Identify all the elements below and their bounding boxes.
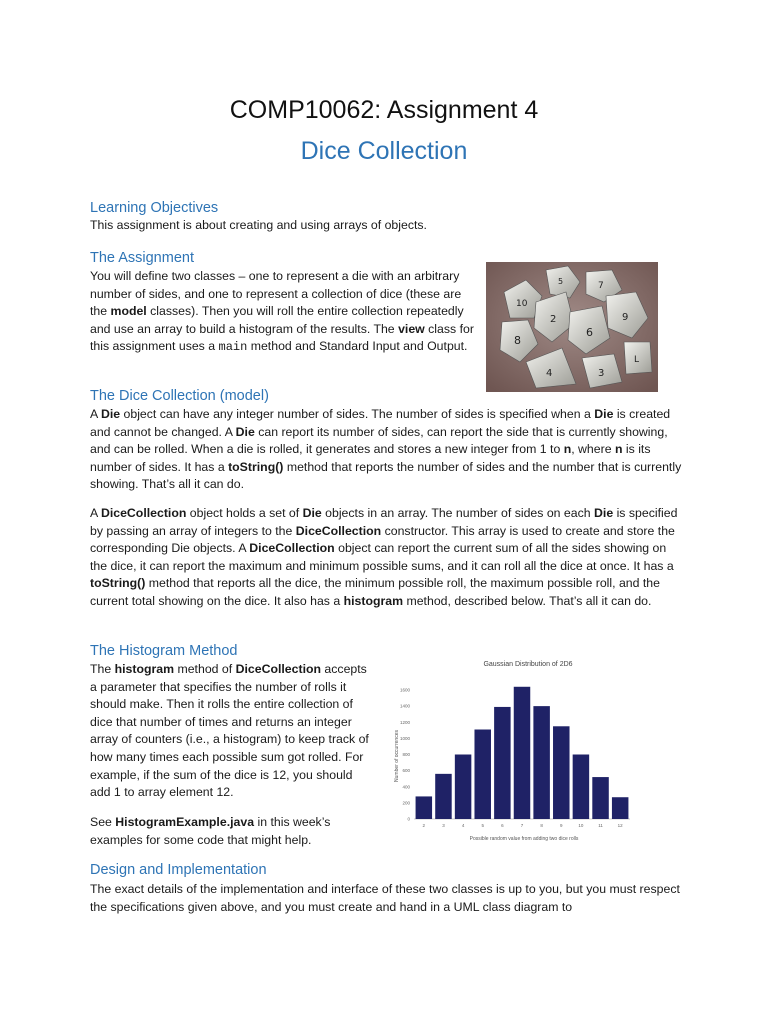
chart-x-tick: 10 xyxy=(578,823,584,828)
chart-bar-5 xyxy=(474,730,490,819)
chart-y-tick: 0 xyxy=(407,816,410,822)
chart-bar-6 xyxy=(494,707,510,819)
heading-the-assignment: The Assignment xyxy=(90,250,194,266)
svg-text:7: 7 xyxy=(598,281,604,291)
chart-ylabel: Number of occurrences xyxy=(394,730,400,782)
histogram-example-note: See HistogramExample.java in this week’s examples for some code that might help. xyxy=(90,815,331,847)
chart-title: Gaussian Distribution of 2D6 xyxy=(483,661,573,668)
page-title: COMP10062: Assignment 4 xyxy=(229,96,539,124)
chart-x-tick: 12 xyxy=(617,823,623,828)
chart-x-tick: 8 xyxy=(540,823,543,828)
heading-design-implementation: Design and Implementation xyxy=(90,862,267,878)
chart-bar-8 xyxy=(533,706,549,819)
chart-bar-4 xyxy=(455,755,471,820)
objectives-text: This assignment is about creating and using arrays of objects. xyxy=(90,218,427,232)
dice-photo xyxy=(486,262,658,392)
chart-y-tick: 400 xyxy=(402,784,410,790)
heading-dice-collection-model: The Dice Collection (model) xyxy=(90,388,269,404)
svg-text:9: 9 xyxy=(622,312,629,323)
die-description: A Die object can have any integer number of sides. The number of sides is specified when a Die is created and cannot be changed. A Die can report its number of sides, can report the side that is currently showing, and can be rolled. When a die is rolled, it generates and stores a new integer from 1 to n, where n is its number of sides. It has a toString() method that reports the number of sides and the number that is currently showing. That’s all it can do. xyxy=(90,407,682,492)
chart-x-tick: 9 xyxy=(560,823,563,828)
svg-text:4: 4 xyxy=(546,368,553,379)
histogram-chart xyxy=(376,652,658,844)
chart-bar-10 xyxy=(573,755,589,820)
svg-text:3: 3 xyxy=(598,368,605,379)
chart-x-tick: 3 xyxy=(442,823,445,828)
chart-x-tick: 6 xyxy=(501,823,504,828)
svg-text:L: L xyxy=(634,355,640,365)
chart-bar-7 xyxy=(514,687,530,819)
heading-learning-objectives: Learning Objectives xyxy=(90,200,219,216)
design-text: The exact details of the implementation and interface of these two classes is up to you, but you must respect the specifications given above, and you must create and hand in a UML class diagram to xyxy=(90,882,680,914)
assignment-text: You will define two classes – one to represent a die with an arbitrary number of sides, and one to represent a collection of dice (these are the model classes). Then you will roll the entire collection repeatedly and use an array to build a histogram of the results. The view class for this assignment uses a main method and Standard Input and Output. xyxy=(90,269,474,355)
svg-text:8: 8 xyxy=(514,334,521,347)
chart-bar-2 xyxy=(416,796,432,819)
chart-x-tick: 2 xyxy=(422,823,426,828)
page-subtitle: Dice Collection xyxy=(300,137,468,165)
svg-text:6: 6 xyxy=(586,326,593,339)
chart-x-tick: 5 xyxy=(481,823,484,828)
chart-y-tick: 800 xyxy=(402,752,410,757)
svg-text:10: 10 xyxy=(516,299,528,309)
chart-bar-9 xyxy=(553,726,569,819)
histogram-description: The histogram method of DiceCollection accepts a parameter that specifies the number of rolls it should make. Then it rolls the entire collection of dice that number of times and returns an integer array of counters (i.e., a histogram) to keep track of how many times each possible sum got rolled. For example, if the sum of the dice is 12, you should add 1 to array element 12. xyxy=(90,662,369,800)
heading-histogram-method: The Histogram Method xyxy=(90,643,238,659)
svg-text:5: 5 xyxy=(558,277,564,286)
chart-x-tick: 11 xyxy=(598,823,603,828)
chart-bar-11 xyxy=(592,777,608,819)
chart-y-tick: 200 xyxy=(402,800,410,806)
chart-bar-12 xyxy=(612,797,628,819)
chart-y-tick: 1600 xyxy=(399,687,410,693)
chart-y-tick: 1200 xyxy=(399,719,410,725)
chart-bar-3 xyxy=(435,774,451,819)
dicecollection-description: A DiceCollection object holds a set of Die objects in an array. The number of sides on each Die is specified by passing an array of integers to the DiceCollection constructor. This array is used to create and store the corresponding Die objects. A DiceCollection object can report the current sum of all the sides showing on the dice, it can report the maximum and minimum possible sums, and it can roll all the dice at once. It has a toString() method that reports all the dice, the minimum possible roll, the maximum possible roll, and the current total showing on the dice. It also has a histogram method, described below. That’s all it can do. xyxy=(90,506,678,608)
chart-x-tick: 4 xyxy=(461,823,465,828)
chart-x-tick: 7 xyxy=(520,823,524,828)
chart-xlabel: Possible random value from adding two dice rolls xyxy=(469,836,579,842)
svg-text:2: 2 xyxy=(550,314,557,325)
chart-y-tick: 1000 xyxy=(399,735,410,741)
chart-y-tick: 1400 xyxy=(399,703,410,709)
chart-y-tick: 600 xyxy=(402,768,410,774)
